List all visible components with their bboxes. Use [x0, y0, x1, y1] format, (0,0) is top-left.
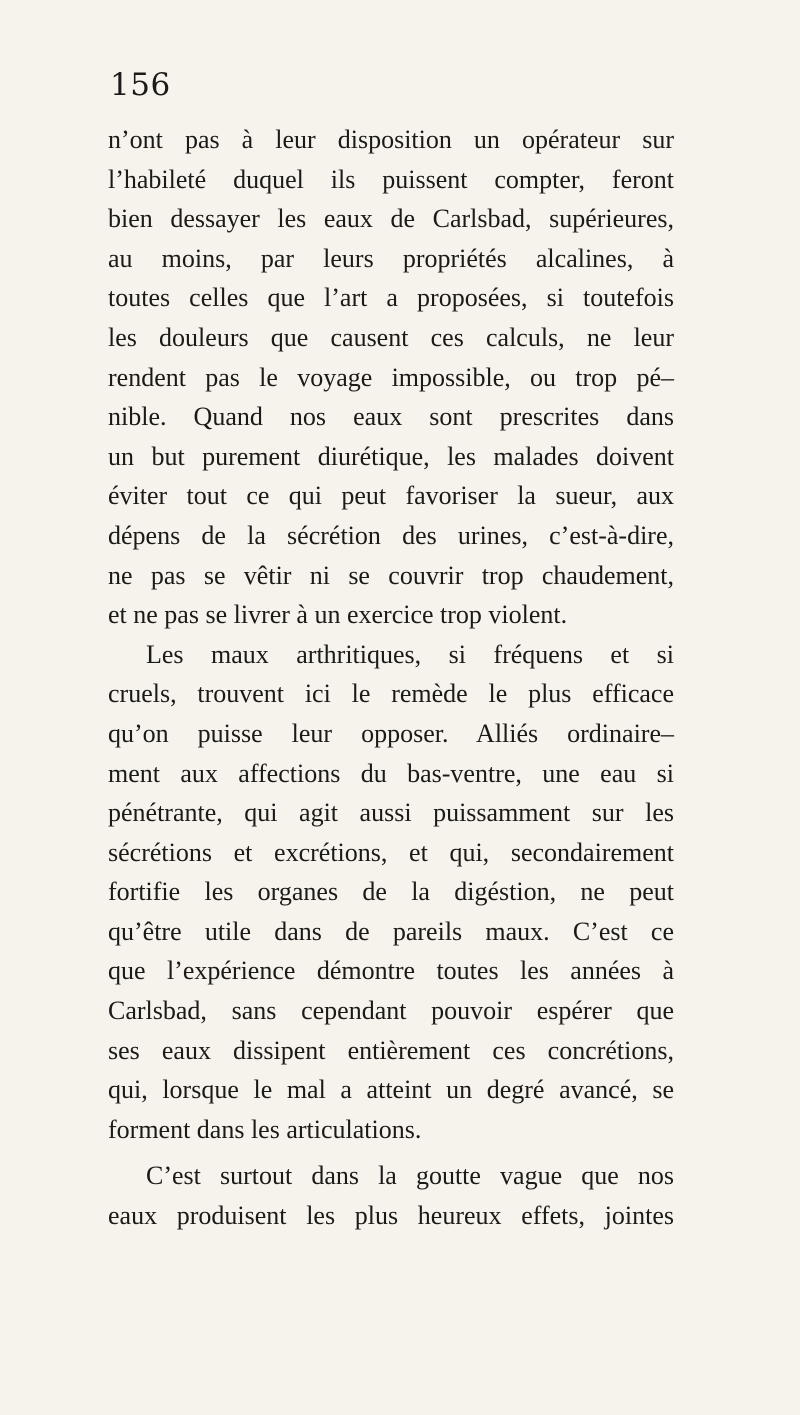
text-line: sécrétions et excrétions, et qui, secondairement — [108, 837, 674, 867]
text-line: que l’expérience démontre toutes les années à — [108, 956, 674, 986]
text-line: toutes celles que l’art a proposées, si toutefois — [108, 283, 674, 313]
text-line: nible. Quand nos eaux sont prescrites dans — [108, 402, 674, 432]
text-line: bien dessayer les eaux de Carlsbad, supérieures, — [108, 204, 674, 234]
text-line: eaux produisent les plus heureux effets, jointes — [108, 1201, 674, 1231]
text-line: les douleurs que causent ces calculs, ne leur — [108, 322, 674, 352]
text-line: au moins, par leurs propriétés alcalines, à — [108, 243, 674, 273]
text-line: Carlsbad, sans cependant pouvoir espérer que — [108, 996, 674, 1026]
text-line: n’ont pas à leur disposition un opérateur sur — [108, 125, 674, 154]
text-line: et ne pas se livrer à un exercice trop violent. — [108, 600, 568, 630]
paragraph-gap — [108, 1149, 674, 1156]
text-line: pénétrante, qui agit aussi puissamment sur les — [108, 798, 674, 828]
text-line: éviter tout ce qui peut favoriser la sueur, aux — [108, 481, 674, 511]
text-line: l’habileté duquel ils puissent compter, feront — [108, 164, 674, 194]
text-line: Les maux arthritiques, si fréquens et si — [146, 639, 674, 669]
text-line: qu’on puisse leur opposer. Alliés ordinaire– — [108, 718, 674, 748]
body-text — [108, 120, 674, 1236]
text-line: fortifie les organes de la digéstion, ne peut — [108, 877, 674, 907]
page-number: 156 — [110, 67, 171, 103]
text-line: ses eaux dissipent entièrement ces concrétions, — [108, 1035, 674, 1065]
text-line: qu’être utile dans de pareils maux. C’est ce — [108, 916, 674, 946]
text-line: C’est surtout dans la goutte vague que nos — [146, 1161, 674, 1191]
text-line: forment dans les articulations. — [108, 1114, 422, 1144]
text-line: ment aux affections du bas-ventre, une eau si — [108, 758, 674, 788]
text-line: qui, lorsque le mal a atteint un degré avancé, se — [108, 1075, 674, 1105]
text-line: dépens de la sécrétion des urines, c’est-à-dire, — [108, 520, 674, 550]
text-line: ne pas se vêtir ni se couvrir trop chaudement, — [108, 560, 674, 590]
text-line: un but purement diurétique, les malades doivent — [108, 441, 674, 471]
text-line: rendent pas le voyage impossible, ou trop pé– — [108, 362, 674, 392]
text-line: cruels, trouvent ici le remède le plus efficace — [108, 679, 674, 709]
